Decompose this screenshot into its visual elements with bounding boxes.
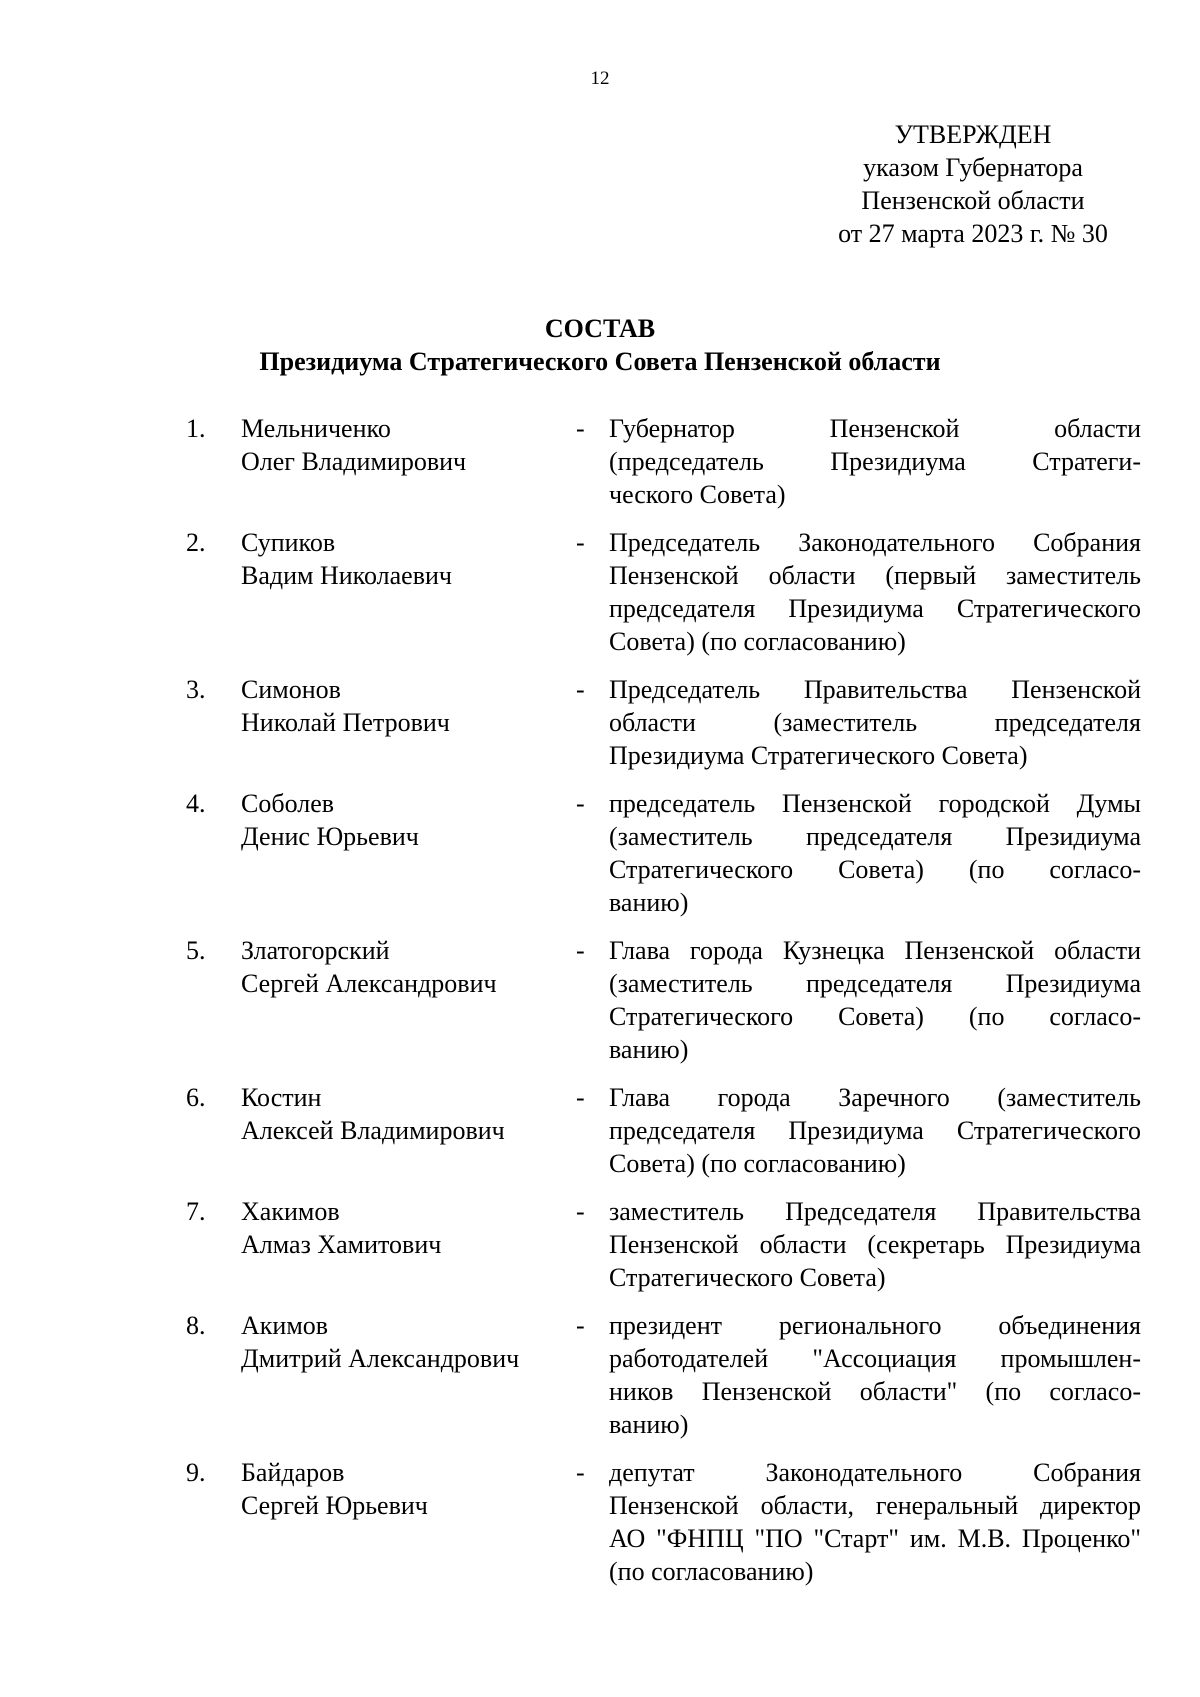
item-number: 8. (186, 1311, 206, 1340)
separator-dash: - (576, 789, 585, 818)
separator-dash: - (576, 1311, 585, 1340)
member-name (241, 1081, 561, 1147)
member-name (241, 934, 561, 1000)
position-line: Председатель Правительства Пензенской (609, 675, 1141, 704)
member-surname: Симонов (241, 675, 341, 704)
list-item (0, 526, 1200, 658)
position-line: ческого Совета) (609, 480, 786, 509)
position-line: (заместитель председателя Президиума (609, 822, 1141, 851)
position-line: Глава города Заречного (заместитель (609, 1083, 1141, 1112)
list-item (0, 1309, 1200, 1441)
list-item (0, 412, 1200, 511)
title-line-2: Президиума Стратегического Совета Пензенской области (259, 347, 941, 376)
separator-dash: - (576, 1083, 585, 1112)
member-position (609, 1195, 1141, 1294)
member-list (0, 412, 1200, 1603)
member-given-name: Денис Юрьевич (241, 822, 419, 851)
page-number: 12 (590, 68, 610, 89)
position-line: ванию) (609, 1035, 689, 1064)
approval-line: указом Губернатора (863, 153, 1083, 182)
separator-dash: - (576, 528, 585, 557)
position-line: (по согласованию) (609, 1557, 814, 1586)
document-title (0, 312, 1200, 378)
member-name (241, 673, 561, 739)
position-line: Стратегического Совета) (по согласо- (609, 855, 1141, 884)
member-name (241, 1195, 561, 1261)
member-name (241, 1456, 561, 1522)
separator-dash: - (576, 675, 585, 704)
position-line: Губернатор Пензенской области (609, 414, 1141, 443)
separator-dash: - (576, 1458, 585, 1487)
member-given-name: Алексей Владимирович (241, 1116, 505, 1145)
position-line: президент регионального объединения (609, 1311, 1141, 1340)
member-surname: Хакимов (241, 1197, 340, 1226)
member-position (609, 1081, 1141, 1180)
position-line: ников Пензенской области" (по согласо- (609, 1377, 1141, 1406)
separator-dash: - (576, 414, 585, 443)
member-name (241, 1309, 561, 1375)
member-position (609, 673, 1141, 772)
position-line: Стратегического Совета) (по согласо- (609, 1002, 1141, 1031)
member-surname: Костин (241, 1083, 322, 1112)
member-surname: Соболев (241, 789, 335, 818)
item-number: 5. (186, 936, 206, 965)
list-item (0, 787, 1200, 919)
member-position (609, 1309, 1141, 1441)
member-surname: Байдаров (241, 1458, 345, 1487)
title-line-1: СОСТАВ (544, 314, 656, 343)
member-given-name: Алмаз Хамитович (241, 1230, 442, 1259)
item-number: 4. (186, 789, 206, 818)
item-number: 6. (186, 1083, 206, 1112)
position-line: (заместитель председателя Президиума (609, 969, 1141, 998)
approval-line: от 27 марта 2023 г. № 30 (838, 219, 1108, 248)
item-number: 2. (186, 528, 206, 557)
member-given-name: Олег Владимирович (241, 447, 467, 476)
member-position (609, 526, 1141, 658)
member-name (241, 526, 561, 592)
position-line: АО "ФНПЦ "ПО "Старт" им. М.В. Проценко" (609, 1524, 1141, 1553)
position-line: Пензенской области (секретарь Президиума (609, 1230, 1141, 1259)
member-given-name: Сергей Юрьевич (241, 1491, 428, 1520)
list-item (0, 934, 1200, 1066)
position-line: Пензенской области (первый заместитель (609, 561, 1141, 590)
position-line: депутат Законодательного Собрания (609, 1458, 1141, 1487)
member-position (609, 934, 1141, 1066)
approval-line: Пензенской области (861, 186, 1085, 215)
member-name (241, 412, 561, 478)
item-number: 7. (186, 1197, 206, 1226)
member-given-name: Николай Петрович (241, 708, 450, 737)
member-surname: Златогорский (241, 936, 390, 965)
item-number: 9. (186, 1458, 206, 1487)
list-item (0, 1195, 1200, 1294)
item-number: 3. (186, 675, 206, 704)
list-item (0, 673, 1200, 772)
position-line: Глава города Кузнецка Пензенской области (609, 936, 1141, 965)
list-item (0, 1081, 1200, 1180)
position-line: Совета) (по согласованию) (609, 627, 906, 656)
position-line: Пензенской области, генеральный директор (609, 1491, 1141, 1520)
position-line: Совета) (по согласованию) (609, 1149, 906, 1178)
position-line: области (заместитель председателя (609, 708, 1141, 737)
approval-stamp (790, 118, 1156, 250)
item-number: 1. (186, 414, 206, 443)
separator-dash: - (576, 1197, 585, 1226)
position-line: (председатель Президиума Стратеги- (609, 447, 1141, 476)
position-line: Стратегического Совета) (609, 1263, 886, 1292)
member-name (241, 787, 561, 853)
member-surname: Мельниченко (241, 414, 391, 443)
position-line: Председатель Законодательного Собрания (609, 528, 1141, 557)
separator-dash: - (576, 936, 585, 965)
member-given-name: Дмитрий Александрович (241, 1344, 520, 1373)
position-line: председатель Пензенской городской Думы (609, 789, 1141, 818)
member-surname: Акимов (241, 1311, 329, 1340)
approval-line: УТВЕРЖДЕН (894, 120, 1052, 149)
member-given-name: Вадим Николаевич (241, 561, 452, 590)
position-line: ванию) (609, 1410, 689, 1439)
list-item (0, 1456, 1200, 1588)
member-position (609, 1456, 1141, 1588)
position-line: ванию) (609, 888, 689, 917)
position-line: работодателей "Ассоциация промышлен- (609, 1344, 1141, 1373)
position-line: Президиума Стратегического Совета) (609, 741, 1028, 770)
position-line: председателя Президиума Стратегического (609, 1116, 1141, 1145)
member-surname: Супиков (241, 528, 336, 557)
position-line: заместитель Председателя Правительства (609, 1197, 1141, 1226)
member-position (609, 787, 1141, 919)
member-given-name: Сергей Александрович (241, 969, 497, 998)
position-line: председателя Президиума Стратегического (609, 594, 1141, 623)
member-position (609, 412, 1141, 511)
